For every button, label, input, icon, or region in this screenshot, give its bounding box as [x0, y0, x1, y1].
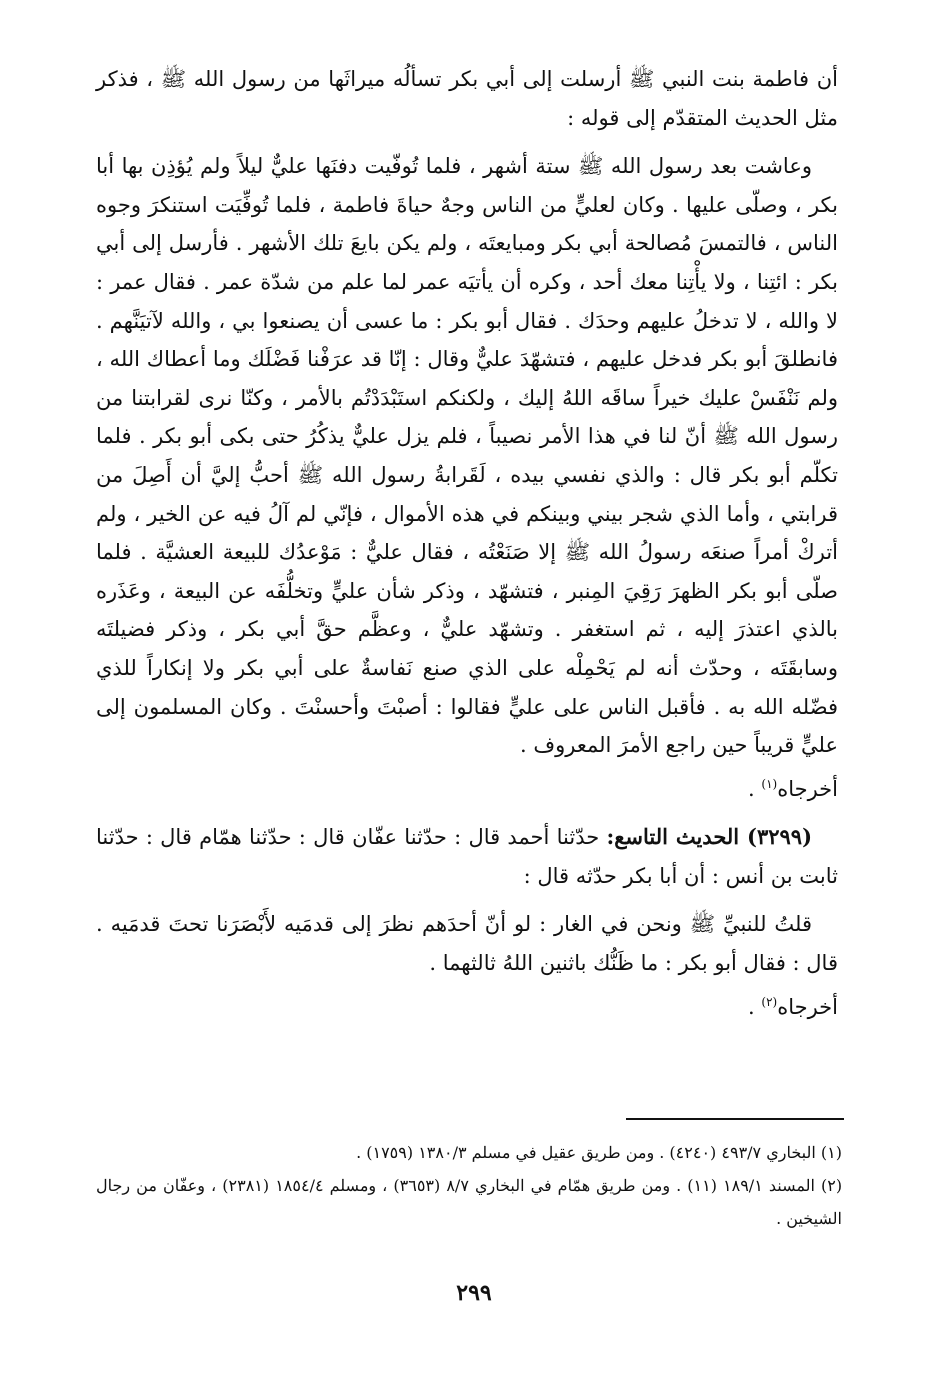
takhrij-label: أخرجاه — [777, 776, 838, 801]
narration-text: وعاشت بعد رسول الله ﷺ ستة أشهر ، فلما تُوفّيت دفنَها عليٌّ ليلاً ولم يُؤذِن بها أبا بكر ، وصلّى عليها . وكان لعليٍّ من الناس وجهٌ حياةَ فاطمة ، فلما تُوفِّيَت استنكرَ وجوه الناس ، فالتمسَ مُصالحة أبي بكر ومبايعتَه ، ولم يكن بايعَ تلك الأشهر . فأرسل إلى أبي بكر : ائتِنا ، ولا يأْتِنا معك أحد ، وكره أن يأتيَه عمر لما علم من شدّة عمر . فقال عمر : لا والله ، لا تدخلُ عليهم وحدَك . فقال أبو بكر : ما عسى أن يصنعوا بي ، والله لآتيَنَّهم . فانطلقَ أبو بكر فدخل عليهم ، فتشهّدَ عليٌّ وقال : إنّا قد عرَفْنا فَضْلَك وما أعطاك الله ، ولم نَنْفَسْ عليك خيراً ساقَه اللهُ إليك ، ولكنكم استَبْدَدْتُم بالأمر ، وكنّا نرى لقرابتنا من رسول الله ﷺ أنّ لنا في هذا الأمر نصيباً ، فلم يزل عليٌّ يذكُرُ حتى بكى أبو بكر . فلما تكلّم أبو بكر قال : والذي نفسي بيده ، لَقَرابةُ رسول الله ﷺ أحبُّ إليَّ أن أَصِلَ من قرابتي ، وأما الذي شجر بيني وبينكم في هذه الأموال ، فإنّي لم آلُ فيه عن الخير ، ولم أتركْ أمراً صنعَه رسولُ الله ﷺ إلا صَنَعْتُه ، فقال عليٌّ : مَوْعدُك للبيعة العشيَّة . فلما صلّى أبو بكر الظهرَ رَقِيَ المِنبر ، فتشهّد ، وذكر شأن عليٍّ وتخلُّفَه عن البيعة ، وعَذَره بالذي اعتذرَ إليه ، ثم استغفر . وتشهّد عليٌّ ، وعظَّم حقَّ أبي بكر ، وذكر فضيلتَه وسابقَتَه ، وحدّث أنه لم يَحْمِلْه على الذي صنع نَفاسةٌ على أبي بكر ولا إنكاراً للذي فضّله الله به . فأقبل الناس على عليٍّ فقالوا : أصبْتَ وأحسنْتَ . وكان المسلمون إلى عليٍّ قريباً حين راجع الأمرَ المعروف . — [96, 154, 838, 758]
footnote-1: (١) البخاري ٤٩٣/٧ (٤٢٤٠) . ومن طريق عقيل في مسلم ١٣٨٠/٣ (١٧٥٩) . — [356, 1143, 842, 1162]
footnotes — [96, 1136, 842, 1235]
paragraph-cave — [96, 905, 838, 1026]
footnote-2: (٢) المسند ١٨٩/١ (١١) . ومن طريق همّام في البخاري ٨/٧ (٣٦٥٣) ، ومسلم ١٨٥٤/٤ (٢٣٨١) ، وعفّان من رجال الشيخين . — [96, 1176, 843, 1228]
hadith-isnad: حدّثنا أحمد قال : حدّثنا عفّان قال : حدّثنا همّام قال : حدّثنا ثابت بن أنس : أن أبا بكر حدّثه قال : — [96, 825, 838, 888]
footnote-ref-1[interactable]: (١) — [761, 776, 778, 791]
takhrij-period-2: . — [748, 994, 762, 1019]
paragraph-intro: أن فاطمة بنت النبي ﷺ أرسلت إلى أبي بكر تسألُه ميراثَها من رسول الله ﷺ ، فذكر مثل الحديث المتقدّم إلى قوله : — [96, 67, 838, 130]
hadith-title: (٣٢٩٩) الحديث التاسع: — [606, 824, 813, 850]
footnote-ref-2[interactable]: (٢) — [761, 994, 778, 1009]
cave-text: قلتُ للنبيِّ ﷺ ونحن في الغار : لو أنّ أحدَهم نظرَ إلى قدمَيه لأَبْصَرَنا تحتَ قدمَيه . قال : فقال أبو بكر : ما ظَنُّك باثنين اللهُ ثالثهما . — [96, 912, 838, 976]
takhrij-label-2: أخرجاه — [777, 994, 838, 1019]
takhrij-period: . — [748, 776, 762, 801]
main-text — [96, 60, 838, 1026]
page-number: ٢٩٩ — [456, 1280, 492, 1306]
footnote-divider — [626, 1118, 844, 1120]
paragraph-narration — [96, 147, 838, 808]
paragraph-hadith-ninth — [96, 818, 838, 895]
